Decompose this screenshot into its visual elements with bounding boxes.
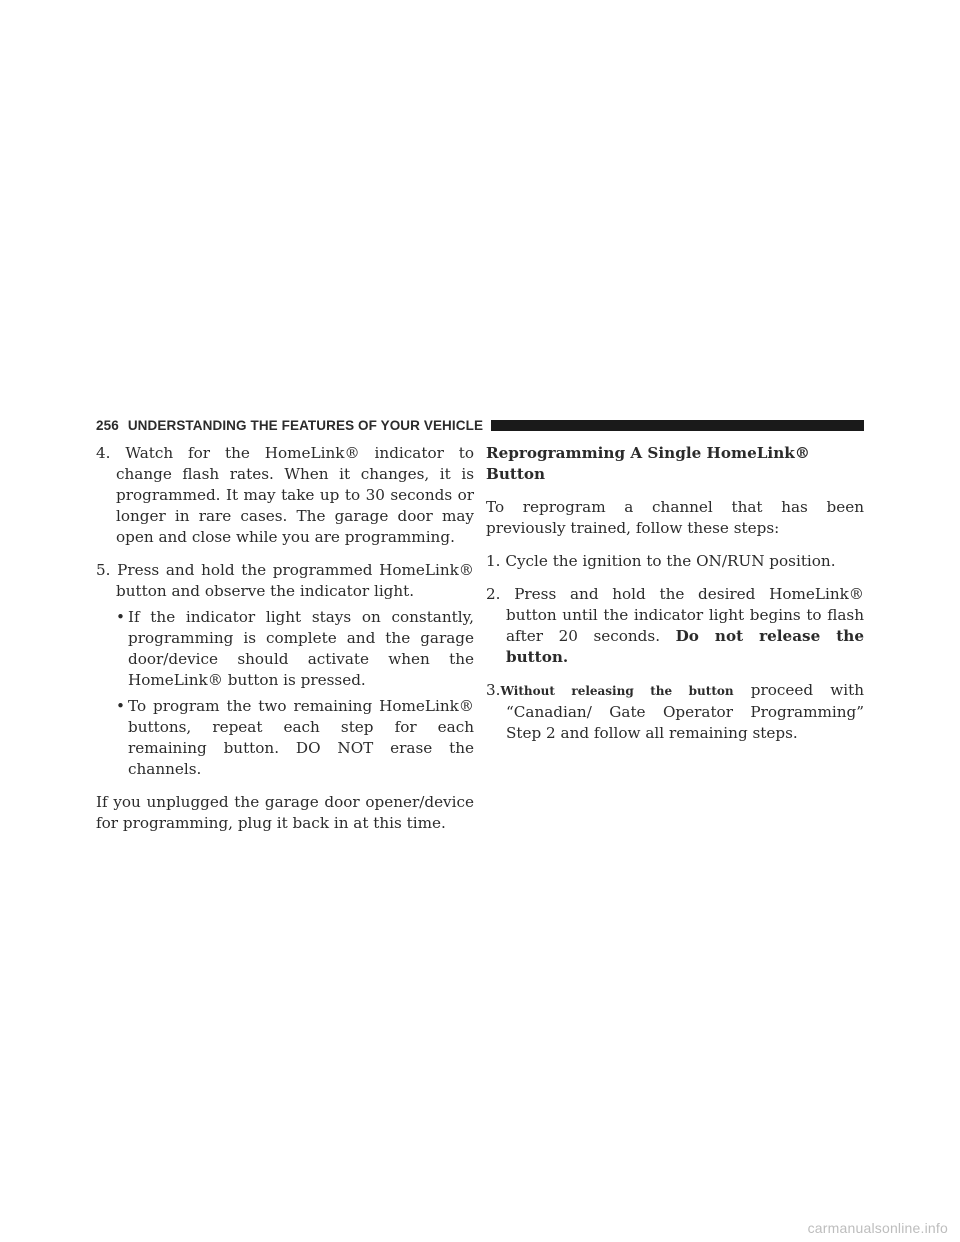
- bullet-dot-icon: •: [116, 697, 125, 715]
- bullet-item-2: [96, 696, 474, 780]
- bullet-dot-icon: •: [116, 608, 125, 626]
- step-3-bold: Without releasing the button: [500, 684, 734, 698]
- page-header: [96, 415, 864, 435]
- bullet-item-1: [96, 607, 474, 691]
- header-rule: [491, 420, 864, 431]
- step-2: [486, 584, 864, 668]
- right-column: [486, 443, 864, 744]
- step-4: 4. Watch for the HomeLink® indicator to change flash rates. When it changes, it is programmed. It may take up to 30 seconds or longer in rare cases. The garage door may open and close while you are programming.: [96, 444, 474, 546]
- step-3: [486, 680, 864, 744]
- section-heading: Reprogramming A Single HomeLink® Button: [486, 444, 810, 483]
- step-3-number: 3.: [486, 681, 501, 699]
- left-column: [96, 443, 474, 834]
- step-1: 1. Cycle the ignition to the ON/RUN position.: [486, 552, 836, 570]
- intro-paragraph: To reprogram a channel that has been previously trained, follow these steps:: [486, 498, 864, 537]
- watermark: carmanualsonline.info: [807, 1220, 948, 1236]
- page-number: 256: [96, 417, 119, 433]
- step-2-bold: Do not release the button.: [506, 627, 864, 666]
- closing-paragraph: If you unplugged the garage door opener/device for programming, plug it back in at this time.: [96, 793, 474, 832]
- section-title: UNDERSTANDING THE FEATURES OF YOUR VEHICLE: [127, 417, 484, 433]
- step-2-text: 2. Press and hold the desired HomeLink® button until the indicator light begins to flash after 20 seconds.: [486, 585, 864, 645]
- step-3-text: proceed with “Canadian/ Gate Operator Programming” Step 2 and follow all remaining steps.: [506, 681, 864, 742]
- bullet-1-text: If the indicator light stays on constantly, programming is complete and the garage door/device should activate when the HomeLink® button is pressed.: [128, 608, 474, 689]
- bullet-2-text: To program the two remaining HomeLink® buttons, repeat each step for each remaining button. DO NOT erase the channels.: [128, 697, 474, 778]
- step-5: 5. Press and hold the programmed HomeLink® button and observe the indicator light.: [96, 561, 474, 600]
